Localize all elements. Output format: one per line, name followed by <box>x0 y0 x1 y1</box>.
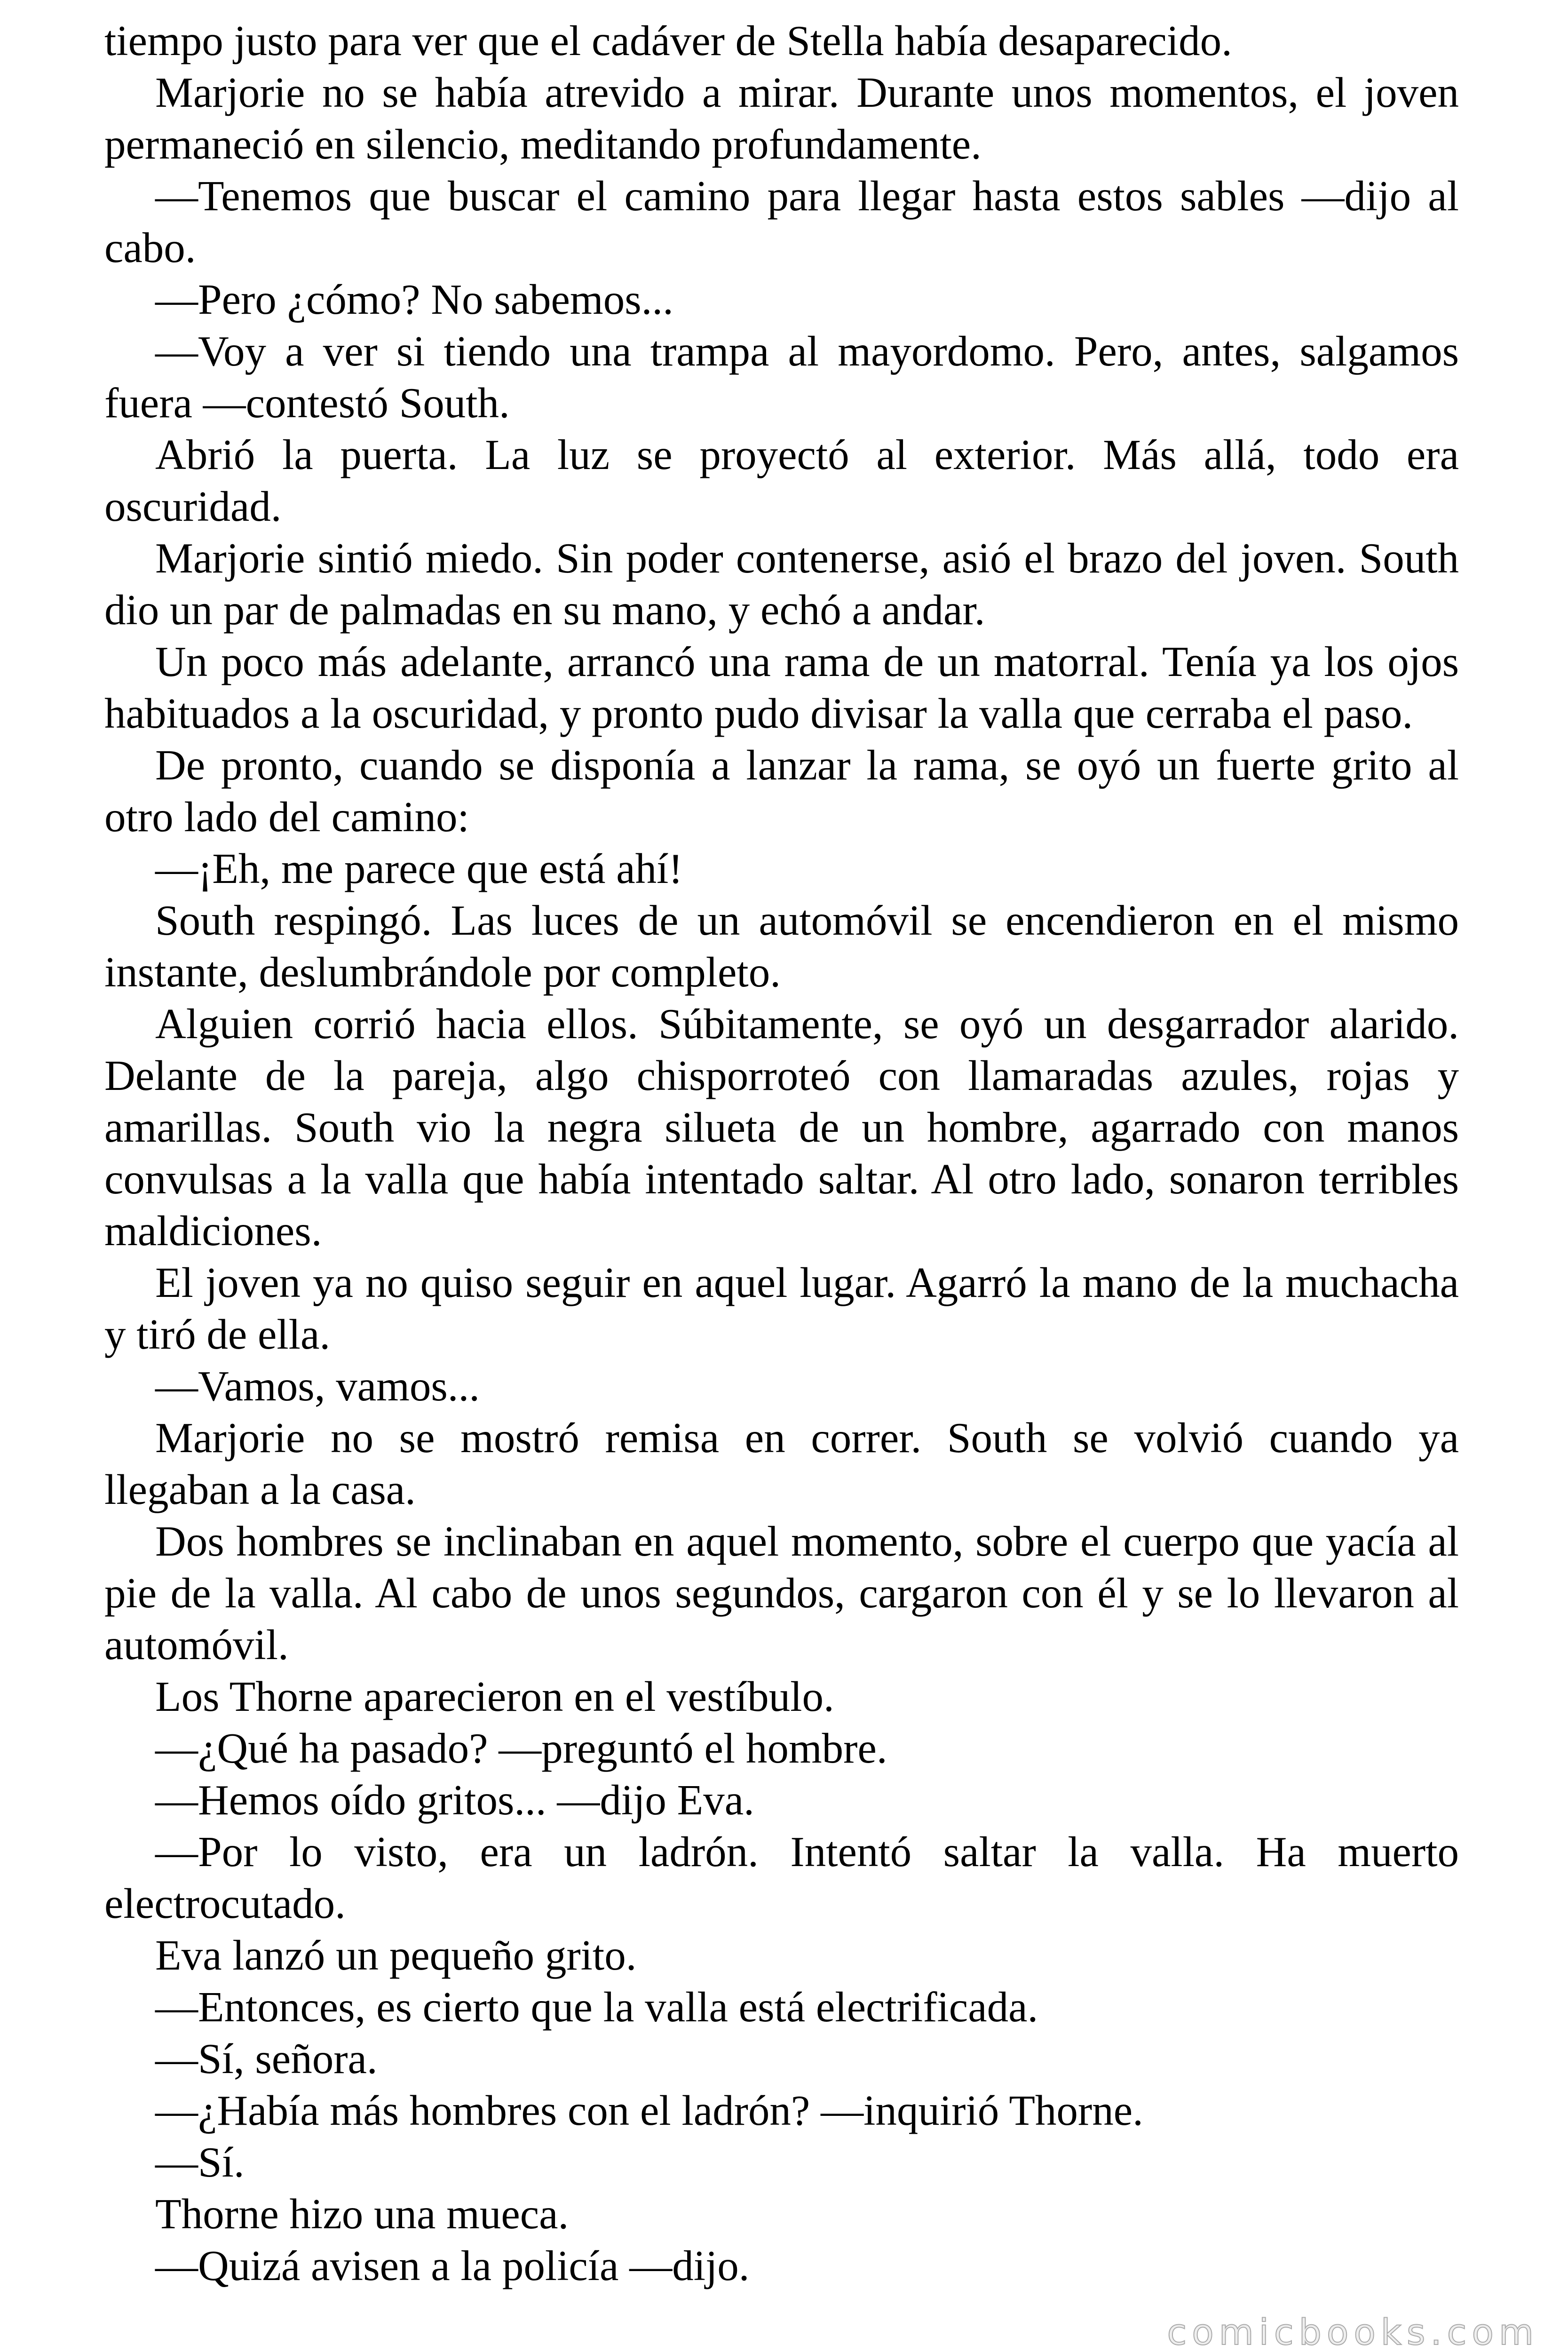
paragraph <box>104 895 1459 998</box>
paragraph <box>104 636 1459 739</box>
text-line: —Tenemos que buscar el camino para llegar hasta estos sables —dijo al <box>155 172 1459 220</box>
text-line: Los Thorne aparecieron en el vestíbulo. <box>155 1673 834 1720</box>
text-line: Alguien corrió hacia ellos. Súbitamente, se oyó un desgarrador alarido. <box>155 1000 1459 1048</box>
text-line: Marjorie sintió miedo. Sin poder contenerse, asió el brazo del joven. South <box>155 534 1459 582</box>
text-line: Eva lanzó un pequeño grito. <box>155 1931 637 1979</box>
text-line: Marjorie no se había atrevido a mirar. Durante unos momentos, el joven <box>155 69 1459 116</box>
paragraph <box>104 429 1459 532</box>
paragraph <box>104 843 1459 895</box>
paragraph <box>104 1723 1459 1774</box>
paragraph <box>104 326 1459 429</box>
text-line: fuera —contestó South. <box>104 379 510 427</box>
text-line: pie de la valla. Al cabo de unos segundos, cargaron con él y se lo llevaron al <box>104 1569 1459 1617</box>
text-line: y tiró de ella. <box>104 1311 331 1358</box>
text-line: —Pero ¿cómo? No sabemos... <box>155 276 673 323</box>
text-line: automóvil. <box>104 1621 289 1669</box>
paragraph <box>104 1516 1459 1671</box>
text-line: Un poco más adelante, arrancó una rama de un matorral. Tenía ya los ojos <box>155 638 1459 685</box>
text-line: Delante de la pareja, algo chisporroteó con llamaradas azules, rojas y <box>104 1052 1459 1099</box>
text-line: —Quizá avisen a la policía —dijo. <box>155 2242 750 2289</box>
text-line: —Hemos oído gritos... —dijo Eva. <box>155 1776 754 1824</box>
paragraph <box>104 1671 1459 1723</box>
paragraph <box>104 998 1459 1257</box>
text-line: oscuridad. <box>104 483 282 530</box>
paragraph <box>104 2137 1459 2188</box>
text-line: —Entonces, es cierto que la valla está electrificada. <box>155 1983 1038 2031</box>
text-line: Abrió la puerta. La luz se proyectó al exterior. Más allá, todo era <box>155 431 1459 478</box>
paragraph <box>104 1930 1459 1981</box>
paragraph <box>104 2033 1459 2085</box>
text-line: El joven ya no quiso seguir en aquel lugar. Agarró la mano de la muchacha <box>155 1259 1459 1306</box>
body-text <box>104 15 1459 2292</box>
text-line: —¿Qué ha pasado? —preguntó el hombre. <box>155 1724 887 1772</box>
text-line: cabo. <box>104 224 196 271</box>
paragraph <box>104 67 1459 170</box>
paragraph <box>104 170 1459 274</box>
paragraph-continued <box>104 15 1459 67</box>
text-line: convulsas a la valla que había intentado saltar. Al otro lado, sonaron terribles <box>104 1155 1459 1203</box>
paragraph <box>104 1257 1459 1360</box>
text-line: permaneció en silencio, meditando profundamente. <box>104 120 982 168</box>
paragraph <box>104 1412 1459 1516</box>
text-line: De pronto, cuando se disponía a lanzar la rama, se oyó un fuerte grito al <box>155 741 1459 789</box>
text-line: tiempo justo para ver que el cadáver de Stella había desaparecido. <box>104 17 1232 64</box>
text-line: Dos hombres se inclinaban en aquel momento, sobre el cuerpo que yacía al <box>155 1518 1459 1565</box>
text-line: llegaban a la casa. <box>104 1466 416 1513</box>
watermark-text: comicbooks.com <box>1167 2311 1539 2352</box>
paragraph <box>104 1774 1459 1826</box>
text-line: —Sí, señora. <box>155 2035 378 2082</box>
paragraph <box>104 1826 1459 1930</box>
paragraph <box>104 2240 1459 2292</box>
paragraph <box>104 274 1459 326</box>
paragraph <box>104 1360 1459 1412</box>
text-line: —Sí. <box>155 2138 245 2186</box>
paragraph <box>104 532 1459 636</box>
paragraph <box>104 739 1459 843</box>
paragraph <box>104 2188 1459 2240</box>
paragraph <box>104 2085 1459 2137</box>
text-line: —Por lo visto, era un ladrón. Intentó saltar la valla. Ha muerto <box>155 1828 1459 1875</box>
text-line: —Vamos, vamos... <box>155 1362 480 1410</box>
text-line: maldiciones. <box>104 1207 322 1255</box>
text-line: Thorne hizo una mueca. <box>155 2190 569 2238</box>
text-line: —Voy a ver si tiendo una trampa al mayordomo. Pero, antes, salgamos <box>155 327 1459 375</box>
paragraph <box>104 1981 1459 2033</box>
text-line: instante, deslumbrándole por completo. <box>104 948 781 996</box>
text-line: Marjorie no se mostró remisa en correr. South se volvió cuando ya <box>155 1414 1459 1462</box>
text-line: —¡Eh, me parece que está ahí! <box>155 845 683 892</box>
text-line: habituados a la oscuridad, y pronto pudo divisar la valla que cerraba el paso. <box>104 690 1413 737</box>
text-line: otro lado del camino: <box>104 793 469 841</box>
text-line: —¿Había más hombres con el ladrón? —inquirió Thorne. <box>155 2087 1143 2134</box>
text-line: South respingó. Las luces de un automóvil se encendieron en el mismo <box>155 897 1459 944</box>
text-line: electrocutado. <box>104 1880 346 1927</box>
text-line: dio un par de palmadas en su mano, y echó a andar. <box>104 586 985 634</box>
text-line: amarillas. South vio la negra silueta de un hombre, agarrado con manos <box>104 1104 1459 1151</box>
